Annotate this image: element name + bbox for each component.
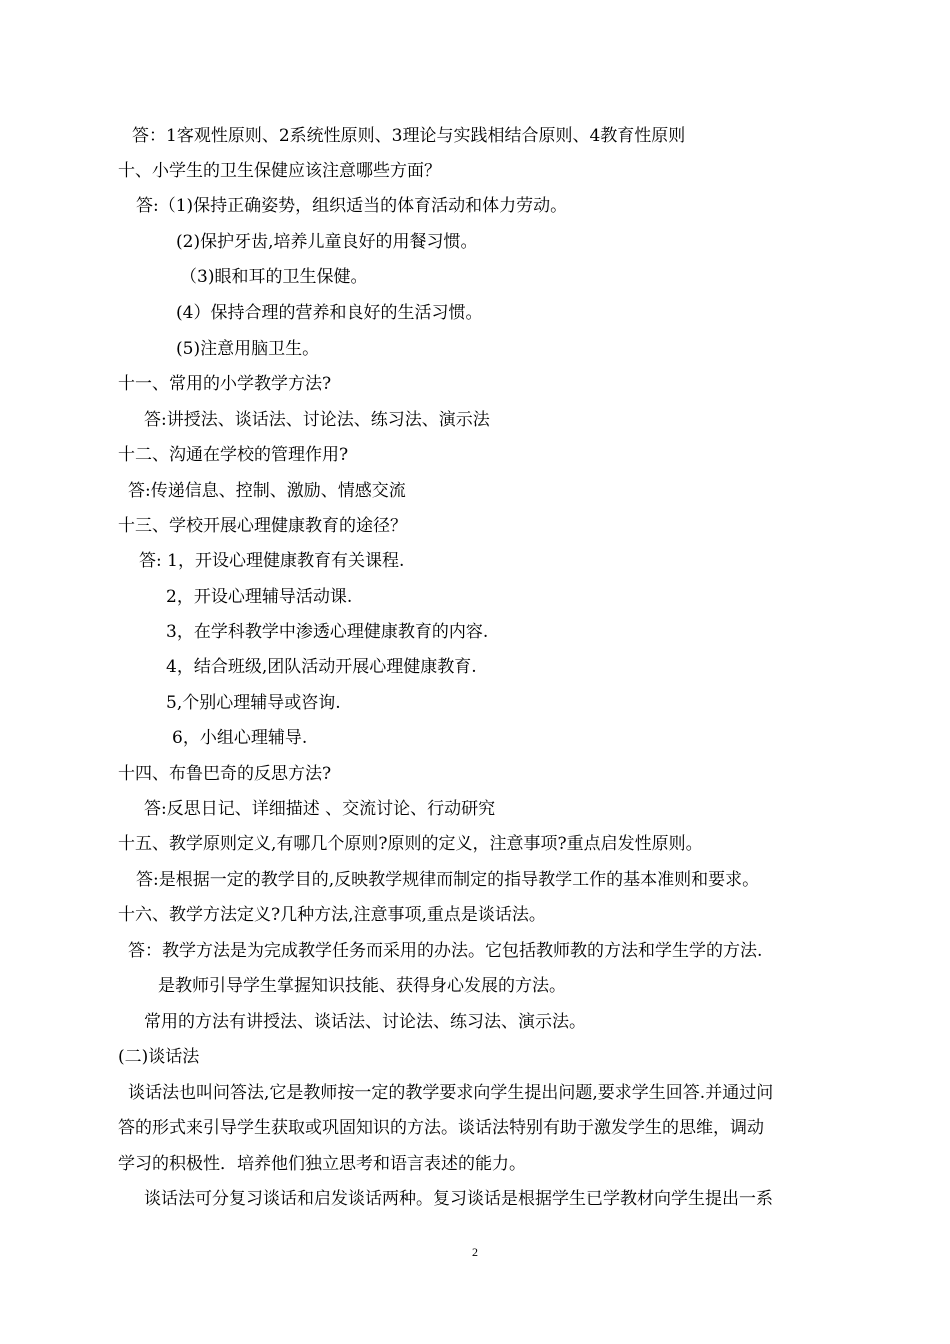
section-heading: (二)谈话法	[118, 1047, 200, 1067]
answer-line: 是教师引导学生掌握知识技能、获得身心发展的方法。	[158, 976, 566, 996]
answer-line: 5,个别心理辅导或咨询.	[166, 693, 341, 713]
page-number: 2	[472, 1245, 478, 1259]
question-heading: 十、小学生的卫生保健应该注意哪些方面？	[118, 161, 441, 181]
paragraph-line: 学习的积极性．培养他们独立思考和语言表述的能力。	[118, 1154, 526, 1174]
answer-line: 3，在学科教学中渗透心理健康教育的内容.	[166, 622, 489, 642]
answer-line: 答: 1，开设心理健康教育有关课程.	[139, 551, 405, 571]
answer-line: (4）保持合理的营养和良好的生活习惯。	[176, 303, 483, 323]
answer-line: 2，开设心理辅导活动课.	[166, 587, 353, 607]
question-heading: 十三、学校开展心理健康教育的途径？	[118, 516, 407, 536]
question-heading: 十二、沟通在学校的管理作用?	[118, 445, 349, 465]
paragraph-line: 谈话法可分复习谈话和启发谈话两种。复习谈话是根据学生已学教材向学生提出一系	[144, 1189, 773, 1209]
question-heading: 十五、教学原则定义,有哪几个原则?原则的定义，注意事项?重点启发性原则。	[118, 834, 703, 854]
answer-line: （3)眼和耳的卫生保健。	[180, 267, 368, 287]
answer-line: 答:反思日记、详细描述 、交流讨论、行动研究	[144, 799, 496, 819]
answer-line: 答：教学方法是为完成教学任务而采用的办法。它包括教师教的方法和学生学的方法.	[128, 941, 763, 961]
answer-line: (2)保护牙齿,培养儿童良好的用餐习惯。	[176, 232, 478, 252]
question-heading: 十一、常用的小学教学方法?	[118, 374, 332, 394]
answer-line: (5)注意用脑卫生。	[176, 339, 320, 359]
answer-line: 4，结合班级,团队活动开展心理健康教育.	[166, 657, 477, 677]
answer-line: 答:讲授法、谈话法、讨论法、练习法、演示法	[144, 410, 490, 430]
answer-line: 答:传递信息、控制、激励、情感交流	[128, 481, 406, 501]
question-heading: 十四、布鲁巴奇的反思方法?	[118, 764, 332, 784]
paragraph-line: 答的形式来引导学生获取或巩固知识的方法。谈话法特别有助于激发学生的思维，调动	[118, 1118, 764, 1138]
question-heading: 十六、教学方法定义?几种方法,注意事项,重点是谈话法。	[118, 905, 546, 925]
paragraph-line: 谈话法也叫问答法,它是教师按一定的教学要求向学生提出问题,要求学生回答.并通过问	[128, 1083, 774, 1103]
answer-line: 常用的方法有讲授法、谈话法、讨论法、练习法、演示法。	[144, 1012, 586, 1032]
answer-line: 答:（1)保持正确姿势，组织适当的体育活动和体力劳动。	[136, 196, 568, 216]
answer-line: 6，小组心理辅导.	[172, 728, 308, 748]
answer-line: 答：1客观性原则、2系统性原则、3理论与实践相结合原则、4教育性原则	[132, 126, 686, 146]
answer-line: 答:是根据一定的教学目的,反映教学规律而制定的指导教学工作的基本准则和要求。	[136, 870, 760, 890]
